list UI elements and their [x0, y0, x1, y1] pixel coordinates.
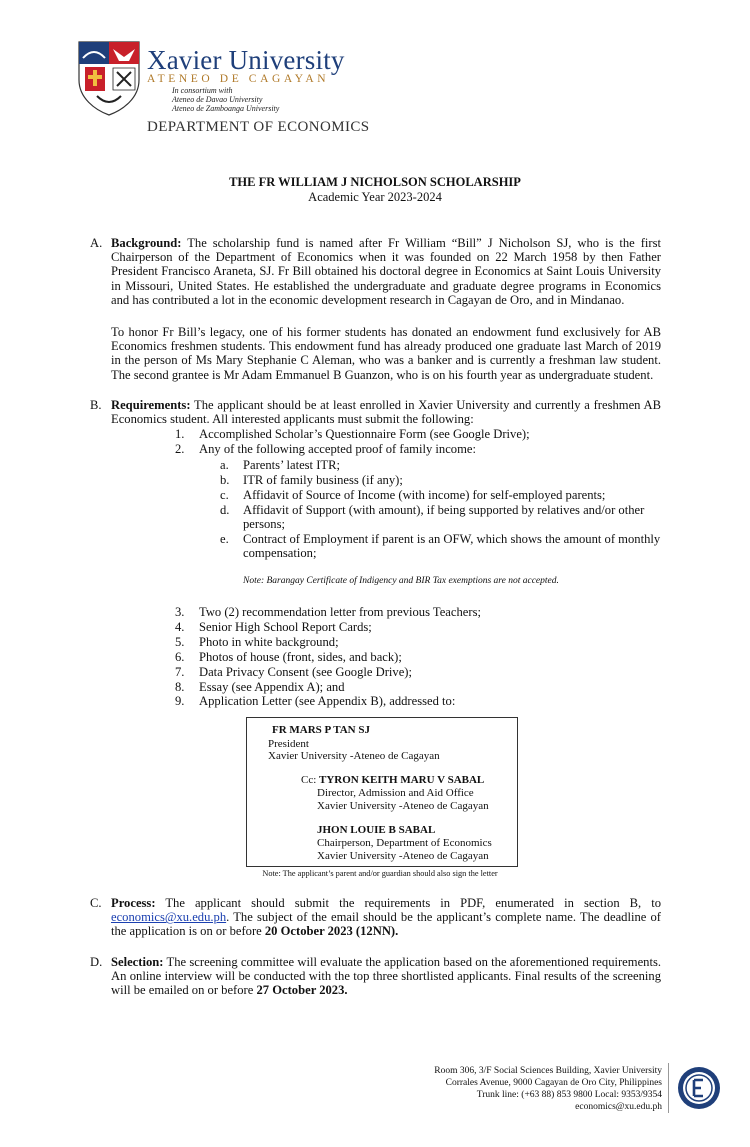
section-a-letter: A. [90, 236, 103, 250]
list-number: 7. [175, 665, 185, 679]
section-b-letter: B. [90, 398, 102, 412]
sublist-letter: a. [220, 458, 229, 472]
academic-year: Academic Year 2023-2024 [308, 190, 442, 204]
addressee-org: Xavier University -Ateneo de Cagayan [268, 750, 440, 762]
sublist-letter: c. [220, 488, 229, 502]
section-b-intro: Requirements: The applicant should be at least enrolled in Xavier University and currently a freshmen AB Economics student. All interested applicants must submit the following: [111, 398, 661, 427]
university-crest-icon [77, 40, 141, 116]
footer-address-line: Room 306, 3/F Social Sciences Building, Xavier University [434, 1066, 662, 1076]
list-item: Essay (see Appendix A); and [199, 680, 345, 694]
address-box [246, 717, 518, 867]
list-number: 3. [175, 605, 185, 619]
list-item: Photos of house (front, sides, and back); [199, 650, 402, 664]
list-number: 4. [175, 620, 185, 634]
list-item: Application Letter (see Appendix B), addressed to: [199, 694, 456, 708]
list-number: 5. [175, 635, 185, 649]
sublist-letter: d. [220, 503, 230, 517]
list-item: Senior High School Report Cards; [199, 620, 372, 634]
university-name: Xavier University [147, 45, 345, 75]
deadline: 20 October 2023 (12NN). [264, 924, 399, 939]
university-subtitle: ATENEO DE CAGAYAN [147, 73, 330, 85]
footer-address-line: Corrales Avenue, 9000 Cagayan de Oro City, Philippines [445, 1078, 662, 1088]
cc-name-2: JHON LOUIE B SABAL [317, 824, 436, 836]
footer-divider [668, 1063, 669, 1113]
cc-name: TYRON KEITH MARU V SABAL [319, 774, 485, 786]
sublist-letter: b. [220, 473, 230, 487]
list-item: Data Privacy Consent (see Google Drive); [199, 665, 412, 679]
department-name: DEPARTMENT OF ECONOMICS [147, 119, 370, 135]
list-number: 9. [175, 694, 185, 708]
sublist-item: Affidavit of Source of Income (with income) for self-employed parents; [243, 488, 606, 502]
income-note: Note: Barangay Certificate of Indigency and BIR Tax exemptions are not accepted. [243, 576, 559, 586]
section-a-heading: Background: [111, 236, 182, 250]
document-title: THE FR WILLIAM J NICHOLSON SCHOLARSHIP [229, 175, 521, 189]
section-a-paragraph: Background: The scholarship fund is named after Fr William “Bill” J Nicholson SJ, who is the first Chairperson of the Department of Economics when it was founded on 22 March 1958 by then Father President Francisco Araneta, SJ. Fr Bill obtained his doctoral degree in Economics at Saint Louis University in Missouri, United States. He established the undergraduate and graduate degree programs in Economics and has contributed a lot in the economic development research in Cagayan de Oro, and in Mindanao. [111, 236, 662, 307]
list-number: 2. [175, 442, 185, 456]
list-number: 8. [175, 680, 185, 694]
cc-role-2: Chairperson, Department of Economics [317, 837, 492, 849]
section-d-paragraph: Selection: The screening committee will evaluate the application based on the aforementioned requirements. An online interview will be conducted with the top three shortlisted applicants. Final results of the screening will be emailed on or before 27 October 2023. [111, 955, 662, 998]
letter-note: Note: The applicant’s parent and/or guardian should also sign the letter [262, 869, 498, 878]
footer-phone: Trunk line: (+63 88) 853 9800 Local: 9353/9354 [476, 1090, 662, 1100]
section-d-letter: D. [90, 955, 103, 969]
footer-email: economics@xu.edu.ph [575, 1102, 662, 1112]
list-number: 1. [175, 427, 185, 441]
sublist-item: Contract of Employment if parent is an OFW, which shows the amount of monthly compensation; [243, 532, 661, 561]
consortium-line: Ateneo de Zamboanga University [172, 104, 280, 113]
email-link[interactable]: economics@xu.edu.ph [111, 910, 227, 925]
sublist-item: Affidavit of Support (with amount), if being supported by relatives and/or other persons; [243, 503, 645, 532]
addressee-name: FR MARS P TAN SJ [272, 724, 370, 736]
section-c-heading: Process: [111, 896, 156, 910]
list-item: Any of the following accepted proof of family income: [199, 442, 476, 456]
section-c-paragraph: Process: The applicant should submit the requirements in PDF, enumerated in section B, to economics@xu.edu.ph. The subject of the email should be the applicant’s complete name. The deadline of the application is on or before 20 October 2023 (12NN). [111, 896, 662, 939]
list-item: Photo in white background; [199, 635, 339, 649]
addressee-role: President [268, 738, 309, 750]
list-item: Two (2) recommendation letter from previous Teachers; [199, 605, 481, 619]
section-d-heading: Selection: [111, 955, 164, 969]
section-c-letter: C. [90, 896, 102, 910]
consortium-line: Ateneo de Davao University [172, 95, 263, 104]
economics-seal-icon [677, 1066, 721, 1110]
cc-org-2: Xavier University -Ateneo de Cagayan [317, 850, 489, 862]
list-number: 6. [175, 650, 185, 664]
sublist-letter: e. [220, 532, 229, 546]
cc-role: Director, Admission and Aid Office [317, 787, 474, 799]
sublist-item: Parents’ latest ITR; [243, 458, 340, 472]
section-a-paragraph-2: To honor Fr Bill’s legacy, one of his former students has donated an endowment fund exclusively for AB Economics freshmen students. This endowment fund has already produced one graduate last March of 2019 in the person of Ms Mary Stephanie C Aleman, who was a banker and is currently a freshman law student. The second grantee is Mr Adam Emmanuel B Guanzon, who is on his fourth year as undergraduate student. [111, 325, 661, 382]
list-item: Accomplished Scholar’s Questionnaire Form (see Google Drive); [199, 427, 530, 441]
result-date: 27 October 2023. [256, 983, 348, 998]
cc-line: Cc: TYRON KEITH MARU V SABAL [301, 774, 485, 786]
consortium-line: In consortium with [172, 86, 233, 95]
cc-org: Xavier University -Ateneo de Cagayan [317, 800, 489, 812]
section-b-heading: Requirements: [111, 398, 191, 412]
sublist-item: ITR of family business (if any); [243, 473, 403, 487]
